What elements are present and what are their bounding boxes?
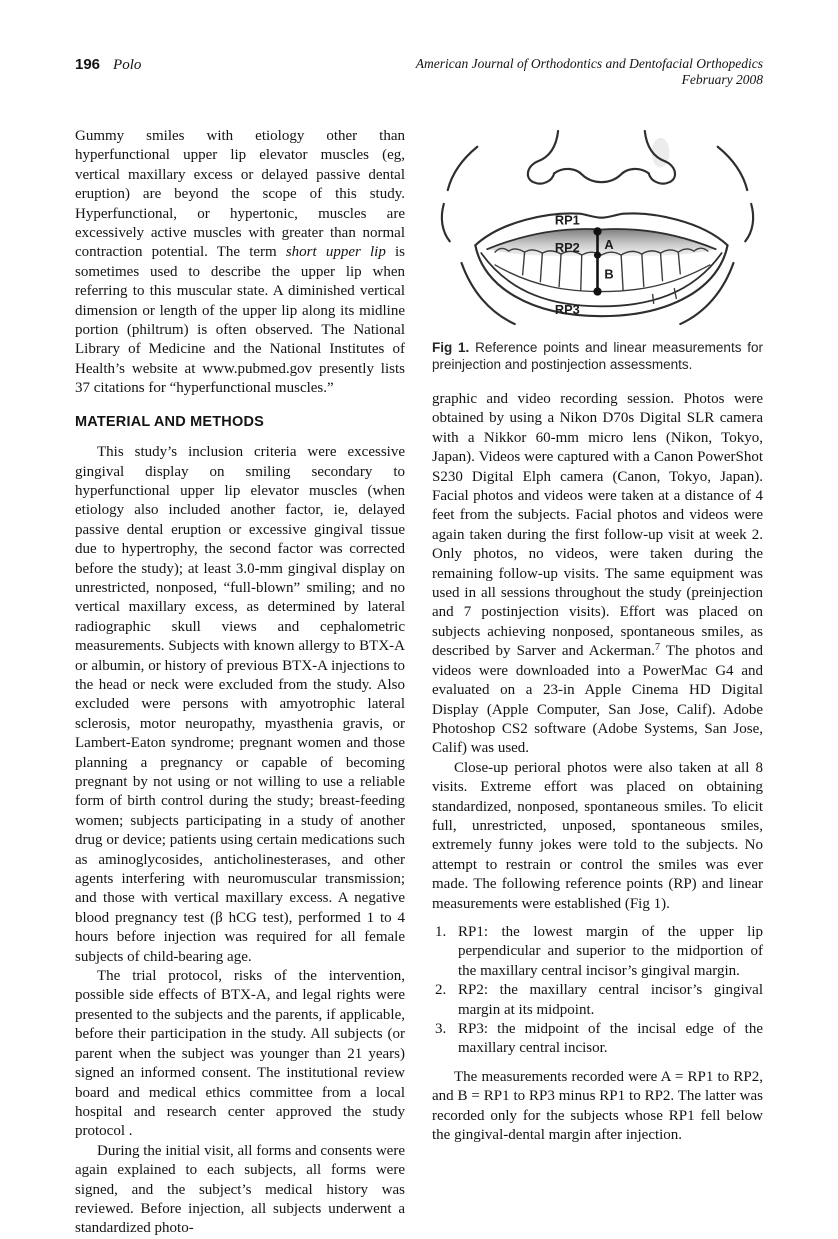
nose-outline <box>528 131 558 184</box>
rp2-label: RP2 <box>554 240 580 256</box>
page-number: 196 <box>75 56 101 73</box>
tooth-separator <box>621 255 623 290</box>
figure-1-caption-text: Reference points and linear measurements for preinjection and postinjection assessments. <box>432 340 763 372</box>
tooth-separator <box>661 253 663 281</box>
running-head-right <box>416 56 763 87</box>
tooth-separator <box>540 253 542 282</box>
paragraph-intro-text: Gummy smiles with etiology other than hyperfunctional upper lip elevator muscles (eg, vertical maxillary excess or delayed passive dental eruption) are beyond the scope of this study. Hyperfunctional, or hypertonic, muscles are excessively active muscles with greater than normal contraction potential. The term <box>75 128 405 261</box>
measurement-a-label: A <box>604 237 614 253</box>
cheek-line-left-top <box>448 147 478 190</box>
list-item-rp3 <box>432 1020 763 1059</box>
list-item-number: 2. <box>435 982 447 999</box>
figure-1-caption-label: Fig 1. <box>432 340 470 355</box>
issue-date: February 2008 <box>681 71 763 87</box>
paragraph-photo-session-text-cont: The photos and videos were downloaded into a PowerMac G4 and evaluated on a 23-in Apple Cinema HD Digital Display (Apple Computer, San Jose, Calif). Adobe Photoshop CS2 software (Adobe Systems, San Jose, Calif) was used. <box>432 643 764 757</box>
figure-1-caption <box>432 339 763 373</box>
paragraph-perioral-photos: Close-up perioral photos were also taken at all 8 visits. Extreme effort was placed on obtaining standardized, nonposed, spontaneous smiles. To elicit full, unrestricted, unposed, spontaneous smiles, extremely funny jokes were told to the subjects. No attempt to restrain or control the smiles was ever made. The following reference points (RP) and linear measurements were established (Fig 1). <box>432 759 763 912</box>
cheek-line-right-top <box>718 147 748 190</box>
page-header <box>75 56 763 87</box>
tooth-separator <box>559 254 561 287</box>
list-item-number: 1. <box>435 923 447 940</box>
tooth-separator <box>642 254 644 287</box>
paragraph-photo-session-text: graphic and video recording session. Photos were obtained by using a Nikon D70s Digital SLR camera with a Nikkor 60-mm micro lens (Nikon, Tokyo, Japan). Videos were captured with a Canon PowerShot S230 Digital Elph camera (Canon, Tokyo, Japan). Facial photos and videos were taken at a distance of 4 feet from the subjects. Facial photos and videos were again taken during the first follow-up visit at week 2. Only photos, no videos, were taken during the remaining follow-up visits. The same equipment was used in all sessions throughout the study (preinjection and 7 postinjection visits). Effort was placed on subjects achieving nonposed, spontaneous smiles, as described by Sarver and Ackerman. <box>432 391 763 660</box>
paragraph-intro-text-cont: is sometimes used to describe the upper lip when referring to this muscular state. A diminished vertical dimension or length of the upper lip along its midline portion (philtrum) is often observed. The National Library of Medicine and the National Institutes of Health’s website at www.pubmed.gov presently lists 37 citations for “hyperfunctional muscles.” <box>75 244 405 397</box>
list-item-text: RP1: the lowest margin of the upper lip perpendicular and superior to the midportion of the maxillary central incisor’s gingival margin. <box>458 923 763 979</box>
paragraph-trial-protocol: The trial protocol, risks of the intervention, possible side effects of BTX-A, and legal rights were presented to the subjects and the parents, if applicable, before their participation in the study. All subjects (or parent when the subject was younger than 21 years) signed an informed consent. The institutional review board and medical ethics committee from a local hospital and research center approved the study protocol . <box>75 968 405 1140</box>
left-column <box>75 122 405 1239</box>
right-column <box>432 122 763 1145</box>
list-item-text: RP3: the midpoint of the incisal edge of the maxillary central incisor. <box>458 1021 763 1057</box>
tooth-separator <box>581 255 582 290</box>
list-item-number: 3. <box>435 1021 447 1037</box>
gingival-band <box>487 229 716 256</box>
jaw-line-right <box>680 263 733 324</box>
paragraph-initial-visit: During the initial visit, all forms and consents were again explained to each subjects, all forms were signed, and the subject’s medical history was reviewed. Before injection, all subjects underwent a standardized photo- <box>75 1142 405 1237</box>
rp1-point <box>593 227 601 235</box>
smile-diagram <box>432 127 763 329</box>
journal-title: American Journal of Orthodontics and Dentofacial Orthopedics <box>415 56 763 71</box>
paragraph-photo-session <box>432 390 763 759</box>
author-name: Polo <box>113 57 142 73</box>
list-item-text: RP2: the maxillary central incisor’s gingival margin at its midpoint. <box>458 982 763 1018</box>
rp3-point <box>593 287 601 295</box>
tooth-separator <box>523 252 525 275</box>
reference-7: 7 <box>655 642 661 654</box>
nose-base <box>554 169 649 182</box>
rp1-label: RP1 <box>554 212 580 228</box>
paragraph-inclusion-criteria: This study’s inclusion criteria were excessive gingival display on smiling secondary to hyperfunctional upper lip elevator muscles (when etiology also included another factor, ie, delayed passive dental eruption or excessive gingival tissue due to hypertrophy, the second factor was corrected before the study); at least 3.0-mm gingival display on unrestricted, nonposed, “full-blown” smiling; and no vertical maxillary excess, as determined by lateral radiographic skull views and cephalometric measurements. Subjects with known allergy to BTX-A or albumin, or history of previous BTX-A injections to the head or neck were excluded from the study. Also excluded were persons with amyotrophic lateral sclerosis, motor neuropathy, myasthenia gravis, or Lambert-Eaton syndrome; pregnant women and those planning a pregnancy or capable of becoming pregnant by not using or not willing to use a reliable form of birth control during the study; breast-feeding women; subjects participating in a study of another drug or device; patients using certain medications such as aminoglycosides, anticholinesterases, and other agents interfering with neuromuscular transmission; and those with vertical maxillary excess. A negative blood pregnancy test (β hCG test), performed 1 to 4 hours before injection was required for all female subjects of child-bearing age. <box>75 444 405 965</box>
list-item-rp2 <box>432 981 763 1020</box>
incisal-edge-line <box>495 265 710 292</box>
italic-phrase: short upper lip <box>285 244 386 261</box>
section-heading-material-methods: MATERIAL AND METHODS <box>75 413 265 430</box>
paragraph-measurements: The measurements recorded were A = RP1 to RP2, and B = RP1 to RP3 minus RP1 to RP2. The latter was recorded only for the subjects whose RP1 fell below the gingival-dental margin after injection. <box>432 1068 763 1144</box>
rp2-point <box>594 252 601 259</box>
list-item-rp1 <box>432 923 763 981</box>
reference-points-list <box>432 923 763 1059</box>
running-head-left <box>75 56 141 74</box>
rp3-label: RP3 <box>554 302 580 318</box>
cheek-line-right-side <box>745 204 753 241</box>
tooth-separator <box>678 252 680 274</box>
paragraph-intro <box>75 127 405 399</box>
lower-tooth-hint <box>653 294 654 303</box>
cheek-line-left-side <box>442 204 450 241</box>
lower-tooth-hint <box>674 289 676 299</box>
figure-1 <box>432 127 763 329</box>
measurement-b-label: B <box>604 266 614 282</box>
